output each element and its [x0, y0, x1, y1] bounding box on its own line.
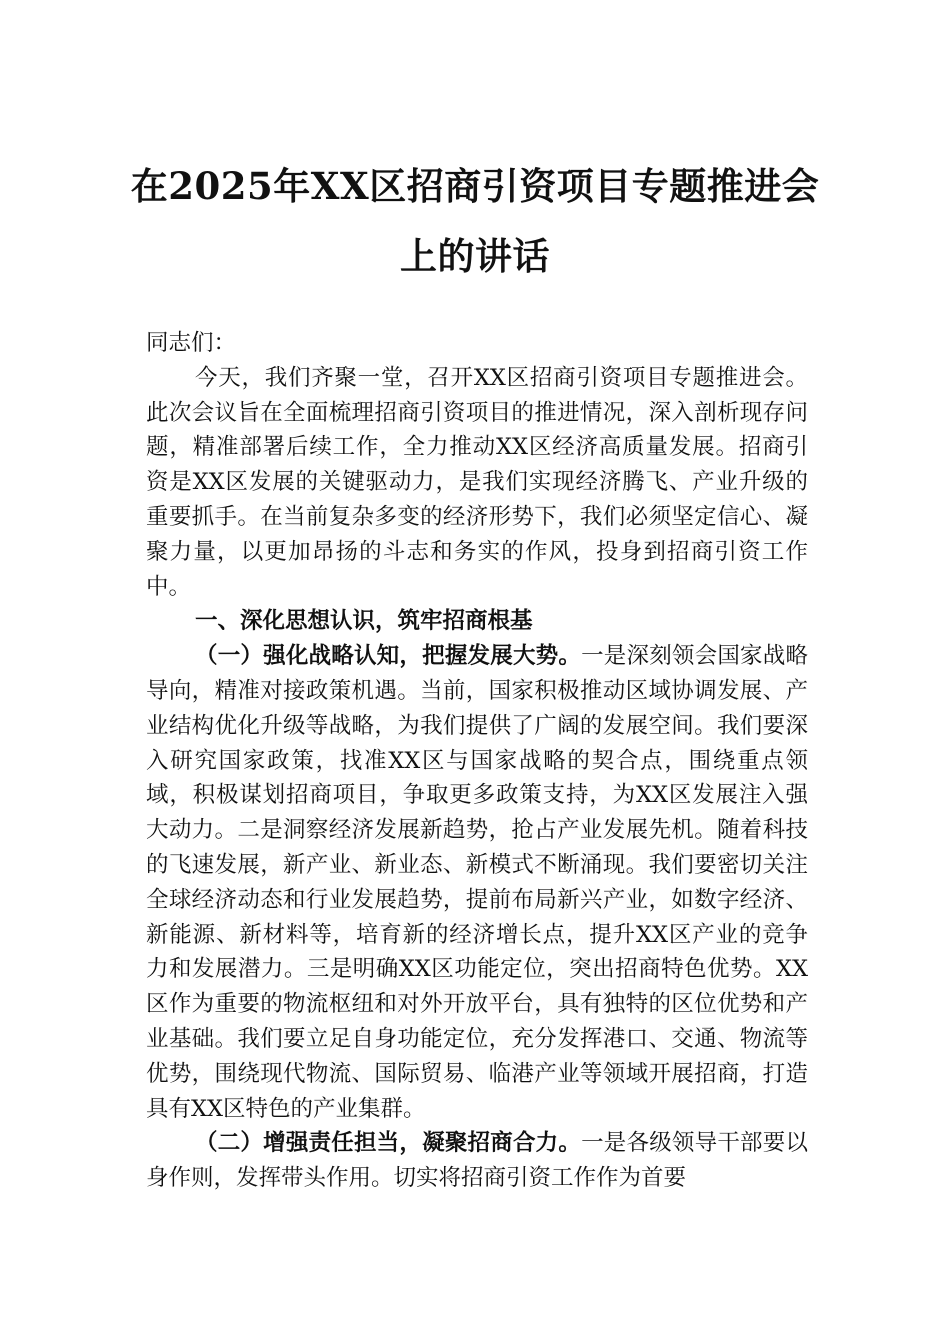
document-title-line-1: 在2025年XX区招商引资项目专题推进会 — [130, 164, 820, 208]
subsection-2-paragraph — [146, 1126, 808, 1196]
subsection-2-text: 一是各级领导干部要以身作则，发挥带头作用。切实将招商引资工作作为首要 — [146, 1130, 808, 1192]
subsection-1-paragraph — [146, 639, 808, 1126]
intro-paragraph: 今天，我们齐聚一堂，召开XX区招商引资项目专题推进会。此次会议旨在全面梳理招商引资项目的推进情况，深入剖析现存问题，精准部署后续工作，全力推动XX区经济高质量发展。招商引资是XX区发展的关键驱动力，是我们实现经济腾飞、产业升级的重要抓手。在当前复杂多变的经济形势下，我们必须坚定信心、凝聚力量，以更加昂扬的斗志和务实的作风，投身到招商引资工作中。 — [146, 364, 808, 600]
document-title-line-2: 上的讲话 — [400, 234, 550, 278]
subsection-1-text: 一是深刻领会国家战略导向，精准对接政策机遇。当前，国家积极推动区域协调发展、产业结构优化升级等战略，为我们提供了广阔的发展空间。我们要深入研究国家政策，找准XX区与国家战略的契合点，围绕重点领域，积极谋划招商项目，争取更多政策支持，为XX区发展注入强大动力。二是洞察经济发展新趋势，抢占产业发展先机。随着科技的飞速发展，新产业、新业态、新模式不断涌现。我们要密切关注全球经济动态和行业发展趋势，提前布局新兴产业，如数字经济、新能源、新材料等，培育新的经济增长点，提升XX区产业的竞争力和发展潜力。三是明确XX区功能定位，突出招商特色优势。XX区作为重要的物流枢纽和对外开放平台，具有独特的区位优势和产业基础。我们要立足自身功能定位，充分发挥港口、交通、物流等优势，围绕现代物流、国际贸易、临港产业等领域开展招商，打造具有XX区特色的产业集群。 — [146, 643, 808, 1122]
subsection-1-lead: （一）强化战略认知，把握发展大势。 — [195, 643, 582, 670]
document-body — [146, 326, 808, 1196]
section-1-heading: 一、深化思想认识，筑牢招商根基 — [195, 608, 533, 635]
subsection-2-lead: （二）增强责任担当，凝聚招商合力。 — [195, 1130, 582, 1157]
salutation: 同志们： — [146, 330, 237, 356]
